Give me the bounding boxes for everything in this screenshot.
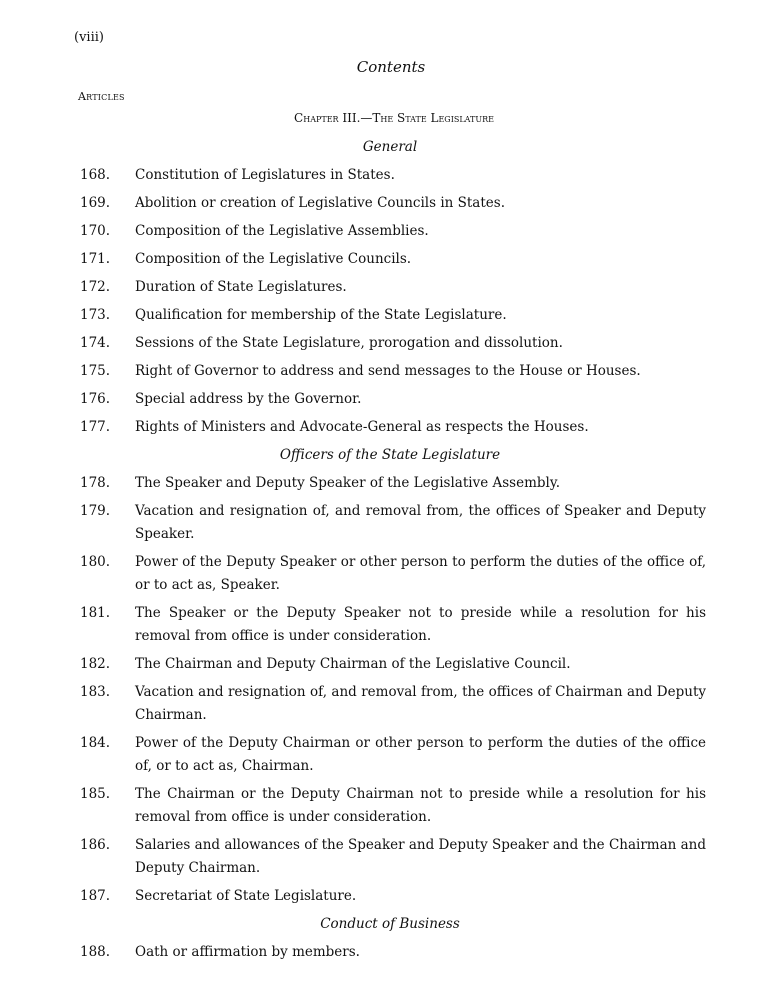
article-number: 171.	[80, 251, 111, 267]
article-entry	[0, 732, 768, 783]
article-number: 188.	[80, 944, 111, 960]
contents-title: Contents	[356, 58, 426, 76]
article-number: 169.	[80, 195, 111, 211]
section-heading: Officers of the State Legislature	[279, 447, 501, 463]
article-title: Power of the Deputy Speaker or other person to perform the duties of the office of, or to act as, Speaker.	[135, 554, 706, 593]
article-title: Abolition or creation of Legislative Councils in States.	[135, 195, 505, 211]
article-number: 183.	[80, 684, 111, 700]
article-title: Special address by the Governor.	[135, 391, 362, 407]
article-entry	[0, 834, 768, 885]
article-entry	[0, 500, 768, 551]
article-title: Duration of State Legislatures.	[135, 279, 347, 295]
article-entry	[0, 304, 768, 332]
article-entry	[0, 783, 768, 834]
article-title: The Chairman or the Deputy Chairman not to preside while a resolution for his removal from office is under consideration.	[135, 786, 706, 825]
article-entry	[0, 472, 768, 500]
article-number: 176.	[80, 391, 111, 407]
article-title: Right of Governor to address and send messages to the House or Houses.	[135, 363, 641, 379]
article-number: 184.	[80, 735, 111, 751]
section-heading: General	[362, 139, 418, 155]
article-entry	[0, 360, 768, 388]
section-heading: Conduct of Business	[320, 916, 460, 932]
article-entry	[0, 681, 768, 732]
article-entry	[0, 220, 768, 248]
article-number: 180.	[80, 554, 111, 570]
chapter-title: Chapter III.—The State Legislature	[294, 111, 494, 125]
article-entry	[0, 941, 768, 969]
article-title: Vacation and resignation of, and removal from, the offices of Speaker and Deputy Speaker.	[135, 503, 706, 542]
article-entry	[0, 551, 768, 602]
article-entry	[0, 416, 768, 444]
article-title: The Chairman and Deputy Chairman of the Legislative Council.	[135, 656, 571, 672]
article-title: Composition of the Legislative Councils.	[135, 251, 412, 267]
article-entry	[0, 602, 768, 653]
article-number: 187.	[80, 888, 111, 904]
article-entry	[0, 248, 768, 276]
article-title: Rights of Ministers and Advocate-General as respects the Houses.	[135, 419, 589, 435]
article-title: The Speaker and Deputy Speaker of the Legislative Assembly.	[135, 475, 560, 491]
article-number: 172.	[80, 279, 111, 295]
article-number: 178.	[80, 475, 111, 491]
article-title: Power of the Deputy Chairman or other person to perform the duties of the office of, or to act as, Chairman.	[135, 735, 706, 774]
article-number: 168.	[80, 167, 111, 183]
article-number: 179.	[80, 503, 111, 519]
article-entry	[0, 885, 768, 913]
article-title: Oath or affirmation by members.	[135, 944, 360, 960]
article-title: The Speaker or the Deputy Speaker not to preside while a resolution for his removal from office is under consideration.	[135, 605, 706, 644]
article-number: 182.	[80, 656, 111, 672]
article-title: Salaries and allowances of the Speaker and Deputy Speaker and the Chairman and Deputy Chairman.	[135, 837, 707, 876]
article-number: 170.	[80, 223, 111, 239]
article-entry	[0, 332, 768, 360]
article-title: Composition of the Legislative Assemblies.	[135, 223, 429, 239]
article-title: Vacation and resignation of, and removal from, the offices of Chairman and Deputy Chairman.	[135, 684, 706, 723]
article-number: 181.	[80, 605, 111, 621]
contents-list	[0, 136, 768, 969]
article-number: 174.	[80, 335, 111, 351]
article-number: 177.	[80, 419, 111, 435]
article-number: 173.	[80, 307, 111, 323]
article-title: Sessions of the State Legislature, prorogation and dissolution.	[135, 335, 563, 351]
article-entry	[0, 653, 768, 681]
article-title: Qualification for membership of the State Legislature.	[135, 307, 507, 323]
article-entry	[0, 164, 768, 192]
article-entry	[0, 388, 768, 416]
article-title: Constitution of Legislatures in States.	[135, 167, 395, 183]
article-entry	[0, 192, 768, 220]
article-entry	[0, 276, 768, 304]
articles-label: Articles	[78, 90, 125, 103]
page-number: (viii)	[74, 30, 104, 45]
article-number: 175.	[80, 363, 111, 379]
article-number: 185.	[80, 786, 111, 802]
article-title: Secretariat of State Legislature.	[135, 888, 357, 904]
article-number: 186.	[80, 837, 111, 853]
